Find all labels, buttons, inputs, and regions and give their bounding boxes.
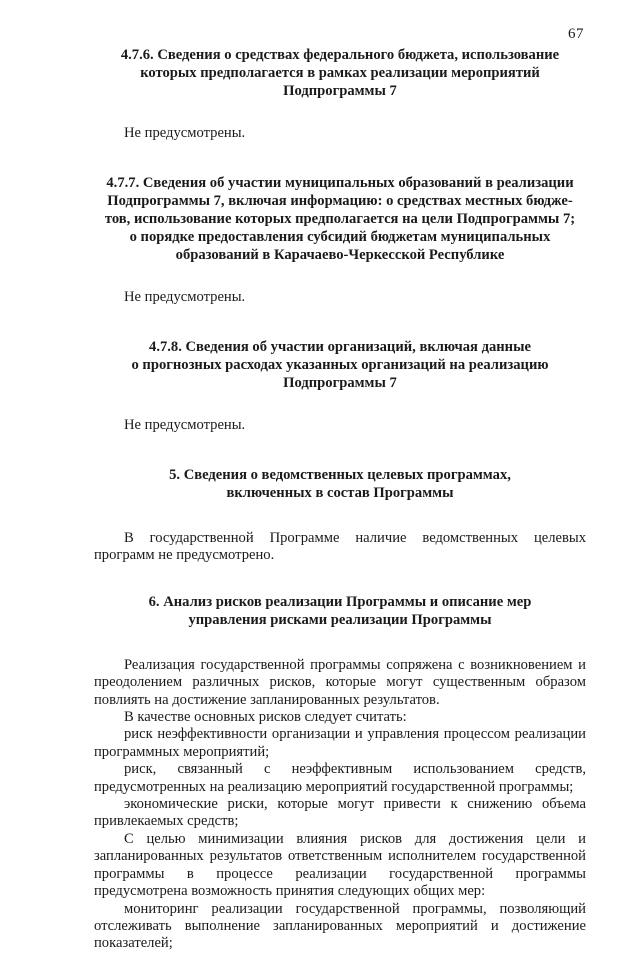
section-body-4-7-7: Не предусмотрены. [124,289,246,305]
heading-line: 6. Анализ рисков реализации Программы и описание мер [148,593,532,610]
section-heading-4-7-6 [94,46,586,100]
heading-line: Подпрограммы 7 [283,375,397,391]
heading-line: 4.7.8. Сведения об участии организаций, включая данные [149,339,531,355]
paragraph: С целью минимизации влияния рисков для достижения цели и запланированных результатов ответственным исполнителем государственной программы в процессе реализации государственной программы предусмотрена возможность принятия следующих общих мер: [94,830,586,900]
section-body-4-7-8: Не предусмотрены. [124,417,246,433]
heading-line: 5. Сведения о ведомственных целевых программах, [169,467,511,483]
page-content [94,46,586,953]
heading-line: образований в Карачаево-Черкесской Республике [175,247,505,263]
heading-line: Подпрограммы 7, включая информацию: о средствах местных бюдже- [107,193,573,209]
paragraph: В качестве основных рисков следует считать: [124,709,407,726]
section-heading-4-7-7 [94,174,586,264]
heading-line: включенных в состав Программы [226,485,454,501]
heading-line: о прогнозных расходах указанных организаций на реализацию [131,357,549,373]
heading-line: о порядке предоставления субсидий бюджетам муниципальных [129,229,551,245]
section-heading-6 [94,593,586,629]
paragraph: риск, связанный с неэффективным использованием средств, предусмотренных на реализацию мероприятий государственной программы; [94,761,586,795]
heading-line: 4.7.6. Сведения о средствах федерального бюджета, использование [120,47,560,63]
paragraph: экономические риски, которые могут привести к снижению объема привлекаемых средств; [94,796,586,830]
section-body-6 [94,657,586,953]
paragraph: Реализация государственной программы сопряжена с возникновением и преодолением различных рисков, которые могут существенным образом повлиять на достижение запланированных результатов. [94,656,586,708]
page-number: 67 [568,26,584,42]
paragraph: мониторинг реализации государственной программы, позволяющий отслеживать выполнение запланированных мероприятий и достижение показателей; [94,900,586,952]
heading-line: тов, использование которых предполагается на цели Подпрограммы 7; [104,211,576,227]
section-heading-5 [94,466,586,502]
heading-line: 4.7.7. Сведения об участии муниципальных образований в реализации [106,175,574,191]
heading-line: Подпрограммы 7 [283,83,397,99]
section-body-4-7-6: Не предусмотрены. [124,125,246,141]
heading-line: управления рисками реализации Программы [188,611,492,628]
section-body-5: В государственной Программе наличие ведомственных целевых программ не предусмотрено. [94,530,586,564]
section-heading-4-7-8 [94,338,586,392]
paragraph: риск неэффективности организации и управления процессом реализации программных мероприятий; [94,726,586,760]
heading-line: которых предполагается в рамках реализации мероприятий [140,65,540,81]
